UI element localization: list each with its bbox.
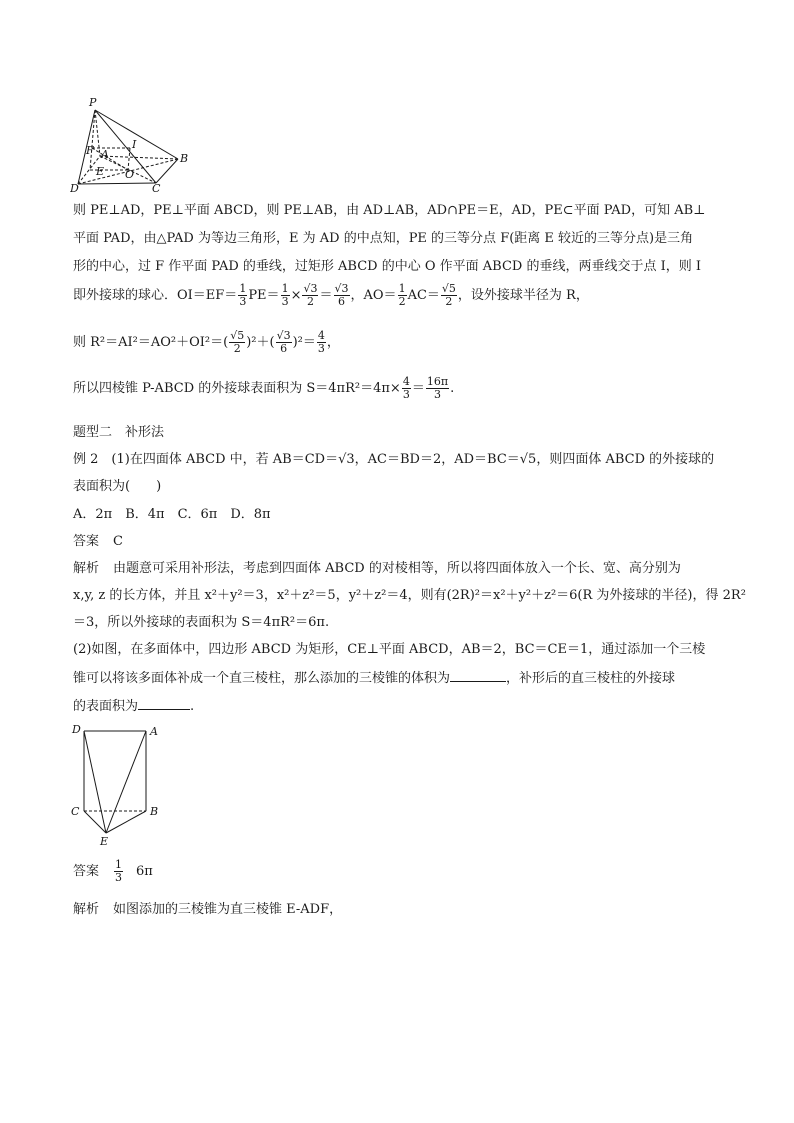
solution1-line4: 即外接球的球心．OI＝EF＝ $\frac{1}{3}$ PE＝ $\frac{1}{3}$ × $\frac{√3}{2}$ ＝ $\frac{√3}{6}$ ，AO＝ $\frac{1}{2}$ AC＝ $\frac{√5}{2}$ ，设外接球半径为 R， xyxy=(73,282,589,308)
example2-explanation1-line2: x,y, z 的长方体，并且 x²＋y²＝3，x²＋z²＝5，y²＋z²＝4，则有(2R)²＝x²＋y²＋z²＝6(R 为外接球的半径)，得 2R² xyxy=(73,588,746,603)
fig2-label-c: C xyxy=(71,805,80,818)
solution1-line1: 则 PE⊥AD，PE⊥平面 ABCD，则 PE⊥AB，由 AD⊥AB，AD∩PE＝E，AD，PE⊂平面 PAD，可知 AB⊥ xyxy=(73,203,706,218)
example2-answer2: 答案 $\frac{1}{3}$ 6π xyxy=(73,858,153,884)
example2-explanation1-line3: ＝3，所以外接球的表面积为 S＝4πR²＝6π. xyxy=(73,615,330,630)
answer-blank-surface-area[interactable] xyxy=(138,697,190,710)
fig2-label-e: E xyxy=(100,835,109,847)
example2-options: A．2π B．4π C．6π D．8π xyxy=(73,507,271,522)
section-title: 题型二 补形法 xyxy=(73,425,165,440)
pyramid-figure xyxy=(70,96,200,194)
fig1-label-i: I xyxy=(132,138,137,151)
example2-explanation1-line1: 解析 由题意可采用补形法，考虑到四面体 ABCD 的对棱相等，所以将四面体放入一个长、宽、高分别为 xyxy=(73,561,681,576)
solution1-line3: 形的中心，过 F 作平面 PAD 的垂线，过矩形 ABCD 的中心 O 作平面 ABCD 的垂线，两垂线交于点 I，则 I xyxy=(73,259,702,274)
solution1-line6: 所以四棱锥 P-ABCD 的外接球表面积为 S＝4πR²＝4π× $\frac{4}{3}$ ＝ $\frac{16\pi}{3}$ . xyxy=(73,375,455,401)
solution1-line2: 平面 PAD，由△PAD 为等边三角形，E 为 AD 的中点知，PE 的三等分点 F(距离 E 较近的三等分点)是三角 xyxy=(73,231,694,246)
fig1-label-f: F xyxy=(86,144,94,157)
example2-question2-line3: 的表面积为 . xyxy=(73,699,195,714)
answer-blank-volume[interactable] xyxy=(450,669,506,682)
polyhedron-figure xyxy=(70,721,170,847)
fig1-label-b: B xyxy=(180,152,189,165)
fig1-label-o: O xyxy=(125,168,135,181)
example2-question2-line2: 锥可以将该多面体补成一个直三棱柱，那么添加的三棱锥的体积为 ，补形后的直三棱柱的外接球 xyxy=(73,671,676,686)
example2-question1-line2: 表面积为( ) xyxy=(73,479,162,494)
example2-question2-line1: (2)如图，在多面体中，四边形 ABCD 为矩形，CE⊥平面 ABCD，AB＝2，BC＝CE＝1，通过添加一个三棱 xyxy=(73,642,706,657)
solution1-line5: 则 R²＝AI²＝AO²＋OI²＝( $\frac{√5}{2}$ )²＋( $\frac{√3}{6}$ )²＝ $\frac{4}{3}$ ， xyxy=(73,329,340,355)
fig1-label-e: E xyxy=(96,165,105,178)
fig2-label-b: B xyxy=(150,805,159,818)
example2-question1-line1: 例 2 (1)在四面体 ABCD 中，若 AB＝CD＝√3，AC＝BD＝2，AD＝BC＝√5，则四面体 ABCD 的外接球的 xyxy=(73,452,715,467)
example2-answer1: 答案 C xyxy=(73,534,123,549)
example2-explanation2: 解析 如图添加的三棱锥为直三棱锥 E-ADF， xyxy=(73,902,343,917)
fig1-label-a: A xyxy=(101,148,109,161)
fig2-label-d: D xyxy=(72,723,81,736)
fig1-label-p: P xyxy=(89,96,97,109)
fig1-label-d: D xyxy=(70,182,79,194)
fig1-label-c: C xyxy=(152,182,161,194)
fig2-label-a: A xyxy=(150,725,158,738)
